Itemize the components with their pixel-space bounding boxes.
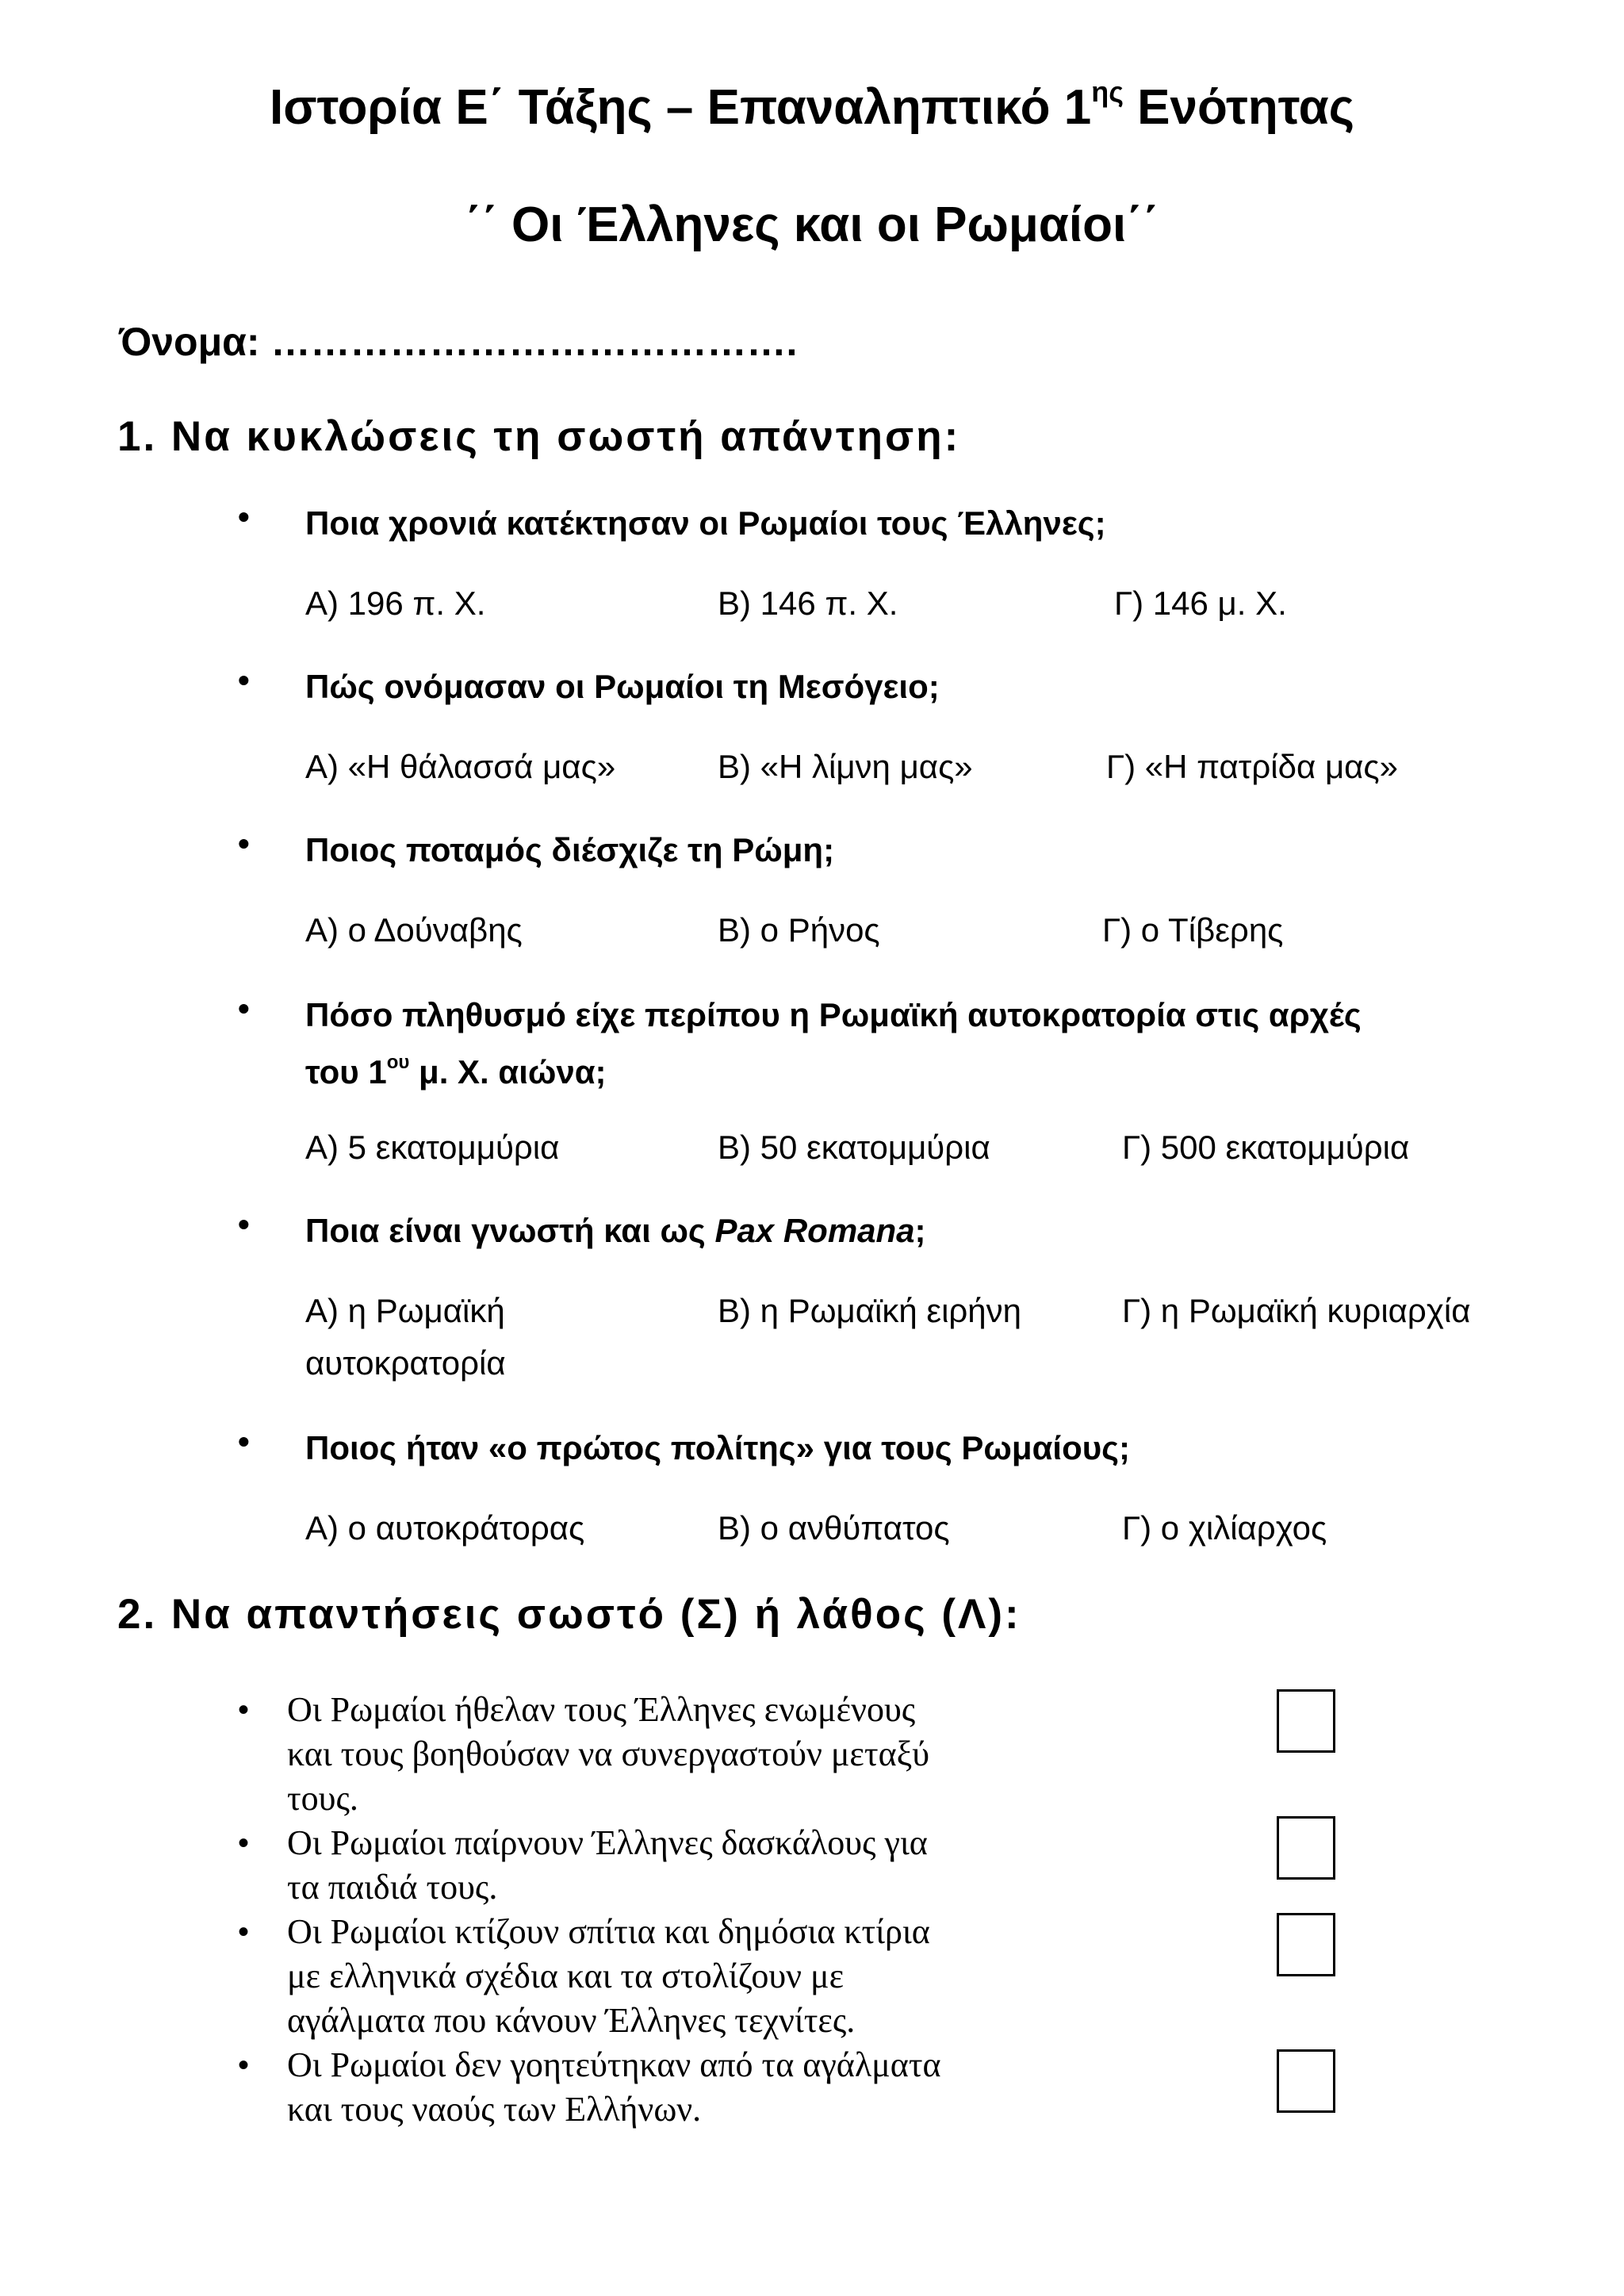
question-4: Πόσο πληθυσμό είχε περίπου η Ρωμαϊκή αυτοκρατορία στις αρχές του $1^{o\upsilon}$ μ. Χ. αιώνα; <box>305 996 1362 1091</box>
section1-heading: 1. Να κυκλώσεις τη σωστή απάντηση: <box>117 413 961 460</box>
answer-checkbox-1[interactable] <box>1277 1689 1335 1753</box>
q4-option-c[interactable]: Γ) 500 εκατομμύρια <box>1122 1129 1410 1166</box>
answer-checkbox-3[interactable] <box>1277 1913 1335 1976</box>
statement-2: Οι Ρωμαίοι παίρνουν Έλληνες δασκάλους για τα παιδιά τους. <box>287 1823 928 1907</box>
q4-option-b[interactable]: Β) 50 εκατομμύρια <box>718 1129 990 1166</box>
q3-option-b[interactable]: Β) ο Ρήνος <box>718 911 880 949</box>
bullet-icon: • <box>238 2048 250 2083</box>
page-subtitle: ΄΄ Οι Έλληνες και οι Ρωμαίοι΄΄ <box>465 197 1159 252</box>
answer-checkbox-4[interactable] <box>1277 2049 1335 2113</box>
q4-option-a[interactable]: Α) 5 εκατομμύρια <box>305 1129 560 1166</box>
q1-option-b[interactable]: Β) 146 π. Χ. <box>718 585 898 622</box>
bullet-icon: • <box>238 1826 250 1861</box>
bullet-icon: • <box>238 498 250 535</box>
bullet-icon: • <box>238 1692 250 1727</box>
bullet-icon: • <box>238 990 250 1027</box>
q6-option-b[interactable]: Β) ο ανθύπατος <box>718 1509 950 1547</box>
bullet-icon: • <box>238 661 250 699</box>
section2-heading: 2. Να απαντήσεις σωστό (Σ) ή λάθος (Λ): <box>117 1591 1021 1638</box>
q2-option-b[interactable]: Β) «Η λίμνη μας» <box>718 748 973 785</box>
name-field-label: Όνομα: …………………………………. <box>119 320 798 364</box>
bullet-icon: • <box>238 1423 250 1460</box>
q5-option-c[interactable]: Γ) η Ρωμαϊκή κυριαρχία <box>1122 1292 1471 1329</box>
statement-1: Οι Ρωμαίοι ήθελαν τους Έλληνες ενωμένους και τους βοηθούσαν να συνεργαστούν μεταξύ τους. <box>287 1690 930 1818</box>
q1-option-a[interactable]: Α) 196 π. Χ. <box>305 585 486 622</box>
bullet-icon: • <box>238 825 250 862</box>
q5-option-b[interactable]: Β) η Ρωμαϊκή ειρήνη <box>718 1292 1022 1329</box>
question-3: Ποιος ποταμός διέσχιζε τη Ρώμη; <box>305 831 835 868</box>
question-1: Ποια χρονιά κατέκτησαν οι Ρωμαίοι τους Έλληνες; <box>305 504 1106 542</box>
q3-option-a[interactable]: Α) ο Δούναβης <box>305 911 523 949</box>
bullet-icon: • <box>238 1915 250 1949</box>
statement-4: Οι Ρωμαίοι δεν γοητεύτηκαν από τα αγάλματα και τους ναούς των Ελλήνων. <box>287 2045 941 2129</box>
answer-checkbox-2[interactable] <box>1277 1816 1335 1880</box>
statement-3: Οι Ρωμαίοι κτίζουν σπίτια και δημόσια κτίρια με ελληνικά σχέδια και τα στολίζουν με αγάλματα που κάνουν Έλληνες τεχνίτες. <box>287 1912 930 2040</box>
question-6: Ποιος ήταν «ο πρώτος πολίτης» για τους Ρωμαίους; <box>305 1429 1131 1466</box>
q3-option-c[interactable]: Γ) ο Τίβερης <box>1102 911 1284 949</box>
bullet-icon: • <box>238 1205 250 1243</box>
q1-option-c[interactable]: Γ) 146 μ. Χ. <box>1114 585 1287 622</box>
page-title: Ιστορία Ε΄ Τάξης – Επαναληπτικό $1^{\eta\varsigma}$ Ενότητας <box>269 75 1355 135</box>
q2-option-a[interactable]: Α) «Η θάλασσά μας» <box>305 748 616 785</box>
q6-option-c[interactable]: Γ) ο χιλίαρχος <box>1122 1509 1327 1547</box>
q6-option-a[interactable]: Α) ο αυτοκράτορας <box>305 1509 585 1547</box>
question-5: Ποια είναι γνωστή και ως Pax Romana; <box>305 1212 926 1249</box>
q2-option-c[interactable]: Γ) «Η πατρίδα μας» <box>1106 748 1399 785</box>
question-2: Πώς ονόμασαν οι Ρωμαίοι τη Μεσόγειο; <box>305 668 940 705</box>
q5-option-a[interactable]: Α) η Ρωμαϊκή αυτοκρατορία <box>305 1292 506 1382</box>
